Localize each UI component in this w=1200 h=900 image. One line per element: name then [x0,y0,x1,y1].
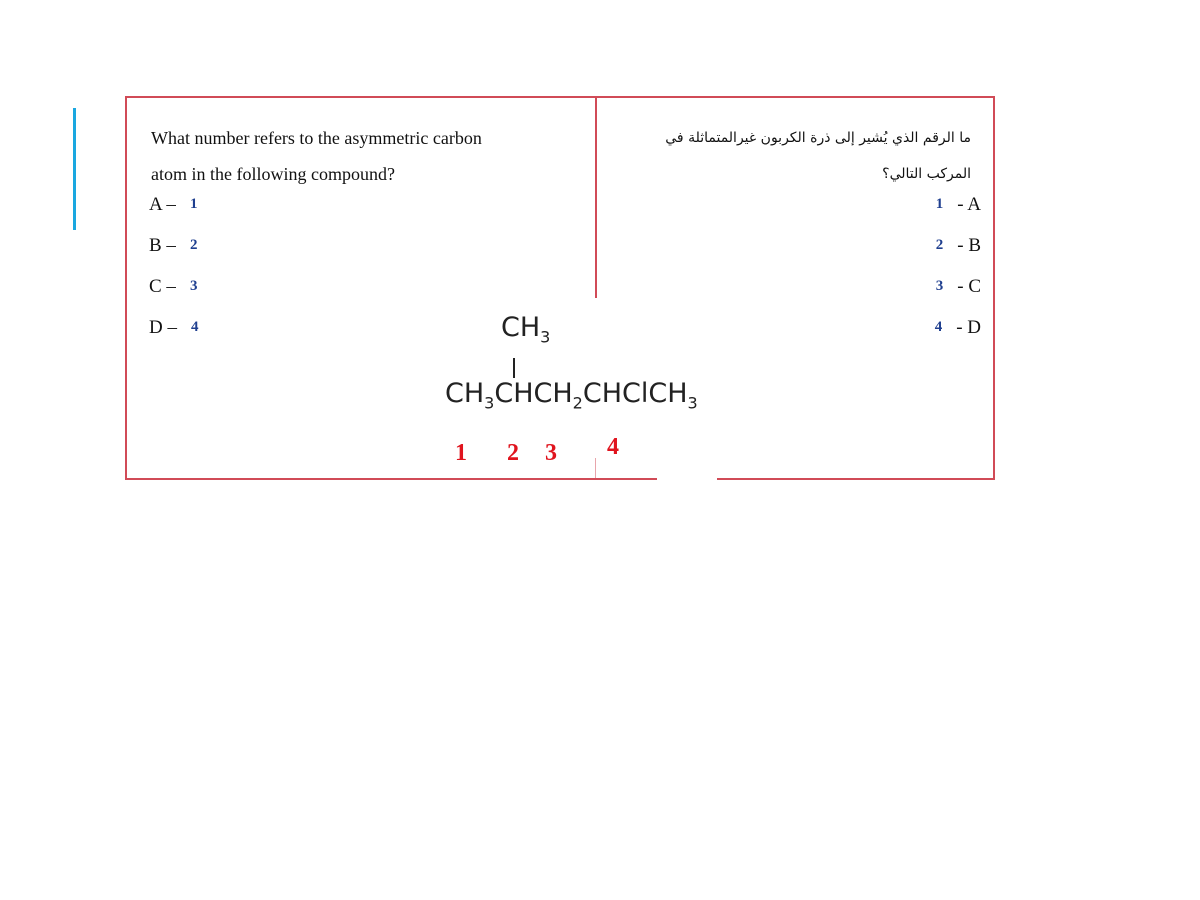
option-value: 2 [935,237,944,253]
carbon-number-4: 4 [607,434,619,460]
question-english-line1: What number refers to the asymmetric carbon [151,128,482,148]
option-letter: D – [149,317,177,338]
option-ar-c [935,276,981,317]
option-value: 1 [935,196,944,212]
option-letter: A – [149,194,176,215]
option-value: 4 [934,319,943,335]
option-letter: C – [149,276,176,297]
option-value: 1 [189,196,198,212]
option-ar-a [935,194,981,235]
question-english-line2: atom in the following compound? [151,164,395,184]
compound-structure [445,306,765,476]
chain-subscript: 2 [572,393,583,413]
carbon-number-2: 2 [507,440,519,466]
options-arabic [935,194,981,358]
option-a [149,194,198,235]
option-d [149,317,198,358]
question-arabic-line1: ما الرقم الذي يُشير إلى ذرة الكربون غيرالمتماثلة في [665,130,971,146]
chain-subscript: 3 [484,393,495,413]
chain-part: CHClCH [582,378,688,409]
option-letter: - A [957,194,981,215]
option-value: 2 [189,237,198,253]
option-letter: - D [956,317,981,338]
main-chain [445,378,698,412]
option-letter: B – [149,235,176,256]
option-value: 3 [935,278,944,294]
option-value: 4 [190,319,199,335]
option-letter: - B [957,235,981,256]
question-english [151,120,571,192]
chain-subscript: 3 [687,393,698,413]
carbon-number-1: 1 [455,440,467,466]
question-box [125,96,995,480]
option-b [149,235,198,276]
branch-formula: CH [501,312,541,343]
border-gap [657,474,717,482]
option-c [149,276,198,317]
methyl-branch [501,312,550,346]
branch-bond [513,358,515,378]
branch-subscript: 3 [540,327,551,347]
column-divider [595,98,597,298]
accent-bar [73,108,76,230]
carbon-number-3: 3 [545,440,557,466]
options-english [149,194,198,358]
option-letter: - C [957,276,981,297]
chain-part: CHCH [494,378,573,409]
option-ar-d [935,317,981,358]
question-arabic-line2: المركب التالي؟ [882,166,971,182]
option-ar-b [935,235,981,276]
question-arabic [601,120,971,192]
chain-part: CH [445,378,485,409]
option-value: 3 [189,278,198,294]
